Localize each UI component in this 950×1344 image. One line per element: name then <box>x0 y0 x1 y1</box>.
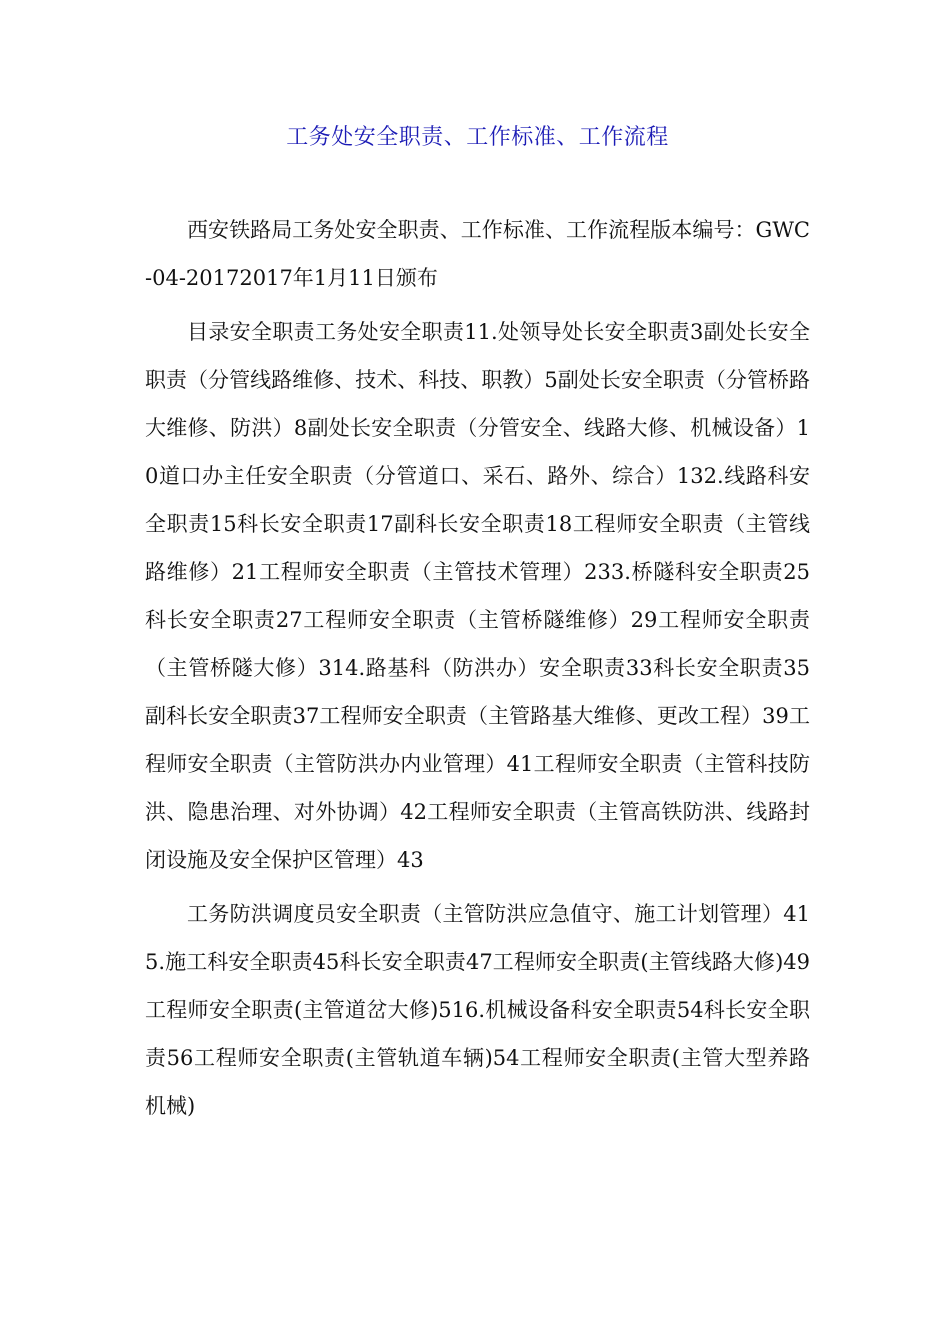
document-body <box>145 206 810 1136</box>
paragraph-table-of-contents: 目录安全职责工务处安全职责11.处领导处长安全职责3副处长安全职责（分管线路维修、技术、科技、职教）5副处长安全职责（分管桥路大维修、防洪）8副处长安全职责（分管安全、线路大修、机械设备）10道口办主任安全职责（分管道口、采石、路外、综合）132.线路科安全职责15科长安全职责17副科长安全职责18工程师安全职责（主管线路维修）21工程师安全职责（主管技术管理）233.桥隧科安全职责25科长安全职责27工程师安全职责（主管桥隧维修）29工程师安全职责（主管桥隧大修）314.路基科（防洪办）安全职责33科长安全职责35副科长安全职责37工程师安全职责（主管路基大维修、更改工程）39工程师安全职责（主管防洪办内业管理）41工程师安全职责（主管科技防洪、隐患治理、对外协调）42工程师安全职责（主管高铁防洪、线路封闭设施及安全保护区管理）43 <box>145 320 810 872</box>
paragraph-version-info: 西安铁路局工务处安全职责、工作标准、工作流程版本编号：GWC-04-20172017年1月11日颁布 <box>145 218 810 290</box>
document-title: 工务处安全职责、工作标准、工作流程 <box>286 125 669 150</box>
paragraph-table-of-contents-continued: 工务防洪调度员安全职责（主管防洪应急值守、施工计划管理）415.施工科安全职责45科长安全职责47工程师安全职责(主管线路大修)49工程师安全职责(主管道岔大修)516.机械设备科安全职责54科长安全职责56工程师安全职责(主管轨道车辆)54工程师安全职责(主管大型养路机械) <box>145 902 810 1118</box>
